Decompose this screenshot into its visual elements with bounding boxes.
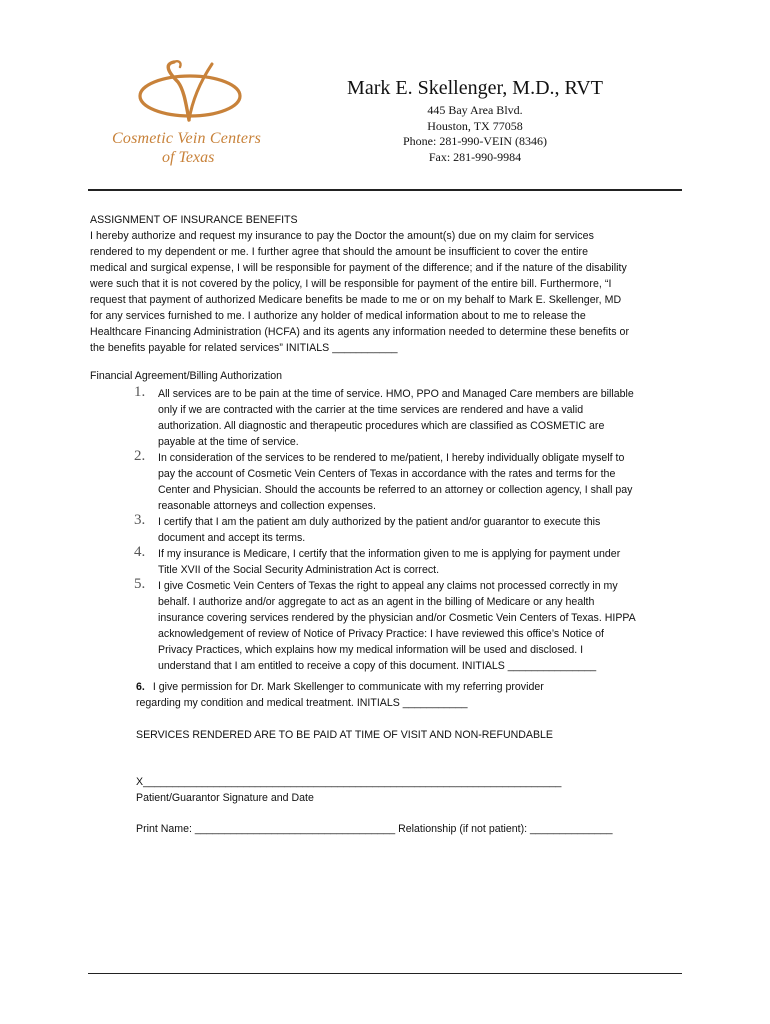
item-line: In consideration of the services to be rendered to me/patient, I hereby individually obligate myself to	[158, 452, 625, 464]
assignment-paragraph	[90, 228, 685, 356]
fax-line: Fax: 281-990-9984	[428, 149, 522, 164]
list-item	[90, 546, 685, 578]
item-line: I give Cosmetic Vein Centers of Texas the right to appeal any claims not processed correctly in my	[158, 580, 618, 592]
list-item	[90, 514, 685, 546]
phone-line: Phone: 281-990-VEIN (8346)	[403, 134, 547, 148]
item-line: understand that I am entitled to receive a copy of this document. INITIALS _______________	[158, 660, 597, 672]
item-number: 1.	[134, 384, 146, 400]
item-number: 2.	[134, 448, 146, 464]
paragraph-line: rendered to my dependent or me. I further agree that should the amount be insufficient to cover the entire	[90, 246, 589, 258]
services-notice: SERVICES RENDERED ARE TO BE PAID AT TIME OF VISIT AND NON-REFUNDABLE	[136, 729, 553, 741]
paragraph-line: request that payment of authorized Medicare benefits be made to me or on my behalf to Mark E. Skellenger, MD	[90, 294, 622, 306]
logo-text-line2: of Texas	[162, 149, 215, 166]
list-item-6	[136, 679, 656, 711]
item-line: I give permission for Dr. Mark Skellenger to communicate with my referring provider	[152, 681, 544, 693]
assignment-title: ASSIGNMENT OF INSURANCE BENEFITS	[90, 214, 298, 226]
item-line: I certify that I am the patient am duly authorized by the patient and/or guarantor to execute this	[158, 516, 601, 528]
item-line: document and accept its terms.	[158, 532, 306, 544]
item-line: reasonable attorneys and collection expenses.	[158, 500, 376, 512]
item-number: 4.	[134, 544, 146, 560]
item-line: acknowledgement of review of Notice of Privacy Practice: I have reviewed this office’s Notice of	[158, 628, 604, 640]
footer-divider	[88, 973, 682, 974]
signature-label: Patient/Guarantor Signature and Date	[136, 792, 314, 804]
item-line: authorization. All diagnostic and therapeutic procedures which are classified as COSMETIC are	[158, 420, 605, 432]
item-number: 5.	[134, 576, 146, 592]
header-divider	[88, 189, 682, 191]
logo-v-swirl-icon	[134, 58, 246, 130]
item-number: 6.	[136, 681, 145, 693]
logo-text-line1: Cosmetic Vein Centers	[112, 130, 262, 147]
address-line1: 445 Bay Area Blvd.	[427, 103, 523, 117]
list-item	[90, 386, 685, 450]
paragraph-line: I hereby authorize and request my insurance to pay the Doctor the amount(s) due on my claim for services	[90, 230, 594, 242]
paragraph-line: for any services furnished to me. I authorize any holder of medical information about to me to release the	[90, 310, 586, 322]
paragraph-line: were such that it is not covered by the policy, I will be responsible for payment of the entire bill. Furthermore, “I	[90, 278, 612, 290]
item-line: Privacy Practices, which explains how my medical information will be used and disclosed. I	[158, 644, 584, 656]
cosmetic-vein-centers-logo	[108, 58, 268, 176]
paragraph-line: medical and surgical expense, I will be responsible for payment of the difference; and if the nature of the disability	[90, 262, 627, 274]
paragraph-line: the benefits payable for related services” INITIALS ___________	[90, 342, 398, 354]
financial-terms-list	[90, 386, 685, 674]
item-line: All services are to be pain at the time of service. HMO, PPO and Managed Care members are billable	[158, 388, 634, 400]
item-line: Center and Physician. Should the accounts be referred to an attorney or collection agency, I shall pay	[158, 484, 633, 496]
item-line: regarding my condition and medical treatment. INITIALS ___________	[136, 697, 468, 709]
item-line: insurance covering services rendered by the physician and/or Cosmetic Vein Centers of Texas. HIPPA	[158, 612, 636, 624]
signature-field[interactable]: X_______________________________________________________________________	[136, 776, 562, 788]
item-line: If my insurance is Medicare, I certify that the information given to me is applying for payment under	[158, 548, 621, 560]
financial-agreement-title: Financial Agreement/Billing Authorization	[90, 370, 282, 382]
item-line: behalf. I authorize and/or aggregate to act as an agent in the billing of Medicare or any health	[158, 596, 595, 608]
item-number: 3.	[134, 512, 146, 528]
item-line: only if we are contracted with the carrier at the time services are rendered and have a valid	[158, 404, 584, 416]
letterhead	[340, 76, 610, 165]
item-line: Title XVII of the Social Security Administration Act is correct.	[158, 564, 440, 576]
list-item	[90, 450, 685, 514]
item-line: payable at the time of service.	[158, 436, 299, 448]
item-line: pay the account of Cosmetic Vein Centers of Texas in accordance with the rates and terms for the	[158, 468, 616, 480]
physician-name: Mark E. Skellenger, M.D., RVT	[347, 77, 603, 99]
list-item	[90, 578, 685, 674]
paragraph-line: Healthcare Financing Administration (HCFA) and its agents any information needed to determine these benefits or	[90, 326, 630, 338]
print-name-relationship-field[interactable]: Print Name: __________________________________ Relationship (if not patient): ______________	[136, 823, 613, 835]
address-line2: Houston, TX 77058	[427, 118, 523, 133]
